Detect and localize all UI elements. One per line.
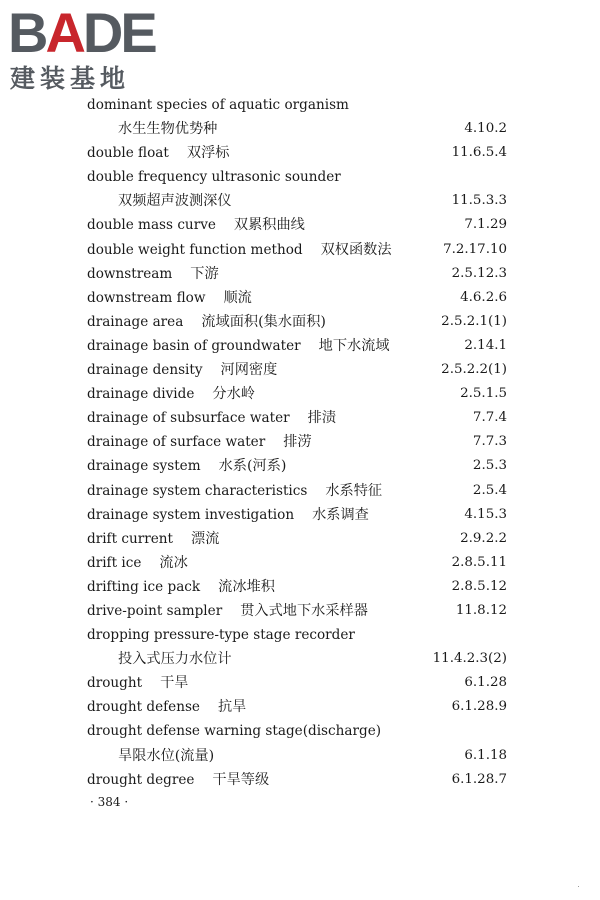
glossary-entry [87,310,507,334]
glossary-entry [87,238,507,262]
entry-chinese-term: 水生生物优势种 [118,121,218,138]
entry-english-term: drought defense [87,699,200,716]
page-number: · 384 · [90,795,129,809]
entry-chinese-term: 下游 [190,265,219,282]
entry-chinese-term: 贯入式地下水采样器 [240,602,368,619]
logo-letters: DE [82,1,155,64]
entry-english-term: drought [87,675,143,692]
entry-chinese-term: 地下水流域 [318,337,390,354]
entry-chinese-term: 双累积曲线 [233,217,305,234]
entry-section-reference: 2.8.5.11 [451,554,507,570]
entry-chinese-term: 投入式压力水位计 [118,651,232,668]
entry-section-reference: 2.9.2.2 [460,530,507,546]
logo-wordmark [8,1,155,64]
entry-section-reference: 11.6.5.4 [451,145,507,161]
entry-section-reference: 2.14.1 [464,337,507,353]
entry-section-reference: 6.1.18 [464,747,507,763]
entry-chinese-term: 漂流 [191,530,220,547]
glossary-entry [87,141,507,165]
entry-section-reference: 2.5.3 [472,458,507,474]
entry-chinese-term: 流冰堆积 [218,578,275,595]
entry-section-reference: 2.5.4 [472,482,507,498]
glossary-entry [87,93,507,117]
entry-chinese-term: 双浮标 [186,145,230,162]
entry-section-reference: 2.8.5.12 [451,578,507,594]
glossary-entry [87,575,507,599]
entry-chinese-term: 河网密度 [220,362,278,379]
entry-english-term: dominant species of aquatic organism [87,97,349,113]
glossary-entry [87,165,507,189]
entry-section-reference: 2.5.12.3 [451,265,507,281]
entry-section-reference: 6.1.28.7 [451,771,507,787]
glossary-entry [87,479,507,503]
bade-logo [8,1,180,96]
glossary-entry [87,406,507,430]
glossary-entry [87,286,507,310]
entry-english-term: drought defense warning stage(discharge) [87,723,382,740]
entry-section-reference: 4.6.2.6 [460,289,507,305]
glossary-entry [87,768,507,792]
logo-accent-letter: A [45,1,83,64]
glossary-entry [87,599,507,623]
glossary-entry [87,262,507,286]
entry-english-term: drainage divide [87,386,195,403]
entry-section-reference: 2.5.1.5 [460,386,507,402]
entry-english-term: downstream [87,265,173,282]
glossary-entry [87,671,507,695]
entry-chinese-term: 水系特征 [325,482,383,499]
entry-english-term: drainage basin of groundwater [87,337,301,354]
entry-section-reference: 4.15.3 [464,506,507,522]
entry-chinese-term: 抗旱 [217,699,247,716]
entry-section-reference: 2.5.2.2(1) [441,362,507,378]
entry-section-reference: 11.8.12 [455,602,507,618]
entry-english-term: double mass curve [87,217,216,234]
glossary-entry [87,358,507,382]
entry-english-term: drainage system characteristics [87,482,308,499]
entry-english-term: drainage of surface water [87,434,266,451]
entry-section-reference: 2.5.2.1(1) [441,313,507,329]
entry-chinese-term: 干旱 [160,675,189,692]
glossary-entry [87,503,507,527]
entry-chinese-term: 排渍 [307,410,337,427]
entry-chinese-term: 流域面积(集水面积) [201,313,326,330]
entry-section-reference: 6.1.28.9 [451,699,507,715]
entry-chinese-term: 水系(河系) [218,458,287,475]
glossary-entry [87,695,507,719]
glossary-entry [87,719,507,743]
entry-section-reference: 11.5.3.3 [451,193,507,209]
entry-section-reference: 4.10.2 [464,121,507,137]
entry-section-reference: 6.1.28 [464,675,507,691]
entry-english-term: drift current [87,530,173,547]
glossary-entry [87,117,507,141]
entry-english-term: drive-point sampler [87,602,223,619]
entry-chinese-term: 双权函数法 [320,241,392,258]
entry-section-reference: 7.2.17.10 [443,241,507,257]
entry-english-term: drifting ice pack [87,578,201,595]
glossary-entry [87,623,507,647]
entry-chinese-term: 水系调查 [312,506,369,523]
entry-section-reference: 11.4.2.3(2) [432,651,507,667]
entry-english-term: drought degree [87,771,195,788]
glossary-entry [87,527,507,551]
glossary-entry [87,189,507,213]
entry-english-term: dropping pressure-type stage recorder [87,627,355,644]
entry-chinese-term: 排涝 [283,434,312,451]
entry-english-term: drainage of subsurface water [87,410,290,427]
glossary-entry-list [87,93,507,792]
glossary-entry [87,551,507,575]
entry-chinese-term: 旱限水位(流量) [118,747,215,764]
entry-english-term: double weight function method [87,241,303,258]
entry-english-term: double frequency ultrasonic sounder [87,169,341,186]
entry-english-term: drainage density [87,362,203,379]
entry-chinese-term: 流冰 [159,554,188,571]
glossary-entry [87,382,507,406]
entry-chinese-term: 双频超声波测深仪 [118,193,232,210]
entry-chinese-term: 分水岭 [212,386,255,403]
glossary-entry [87,334,507,358]
entry-english-term: drainage area [87,313,184,330]
glossary-entry [87,647,507,671]
glossary-entry [87,430,507,454]
logo-subtitle: 建装基地 [10,64,131,93]
entry-english-term: downstream flow [87,289,206,306]
entry-section-reference: 7.7.3 [472,434,507,450]
entry-chinese-term: 干旱等级 [212,771,270,788]
entry-english-term: double float [87,145,169,162]
entry-english-term: drainage system investigation [87,506,295,523]
glossary-entry [87,744,507,768]
glossary-entry [87,213,507,237]
logo-letters: B [8,1,46,64]
entry-chinese-term: 顺流 [223,289,252,306]
glossary-entry [87,454,507,478]
stray-mark [578,886,579,887]
entry-section-reference: 7.7.4 [472,410,507,426]
entry-section-reference: 7.1.29 [464,217,507,233]
entry-english-term: drift ice [87,554,142,571]
entry-english-term: drainage system [87,458,201,475]
